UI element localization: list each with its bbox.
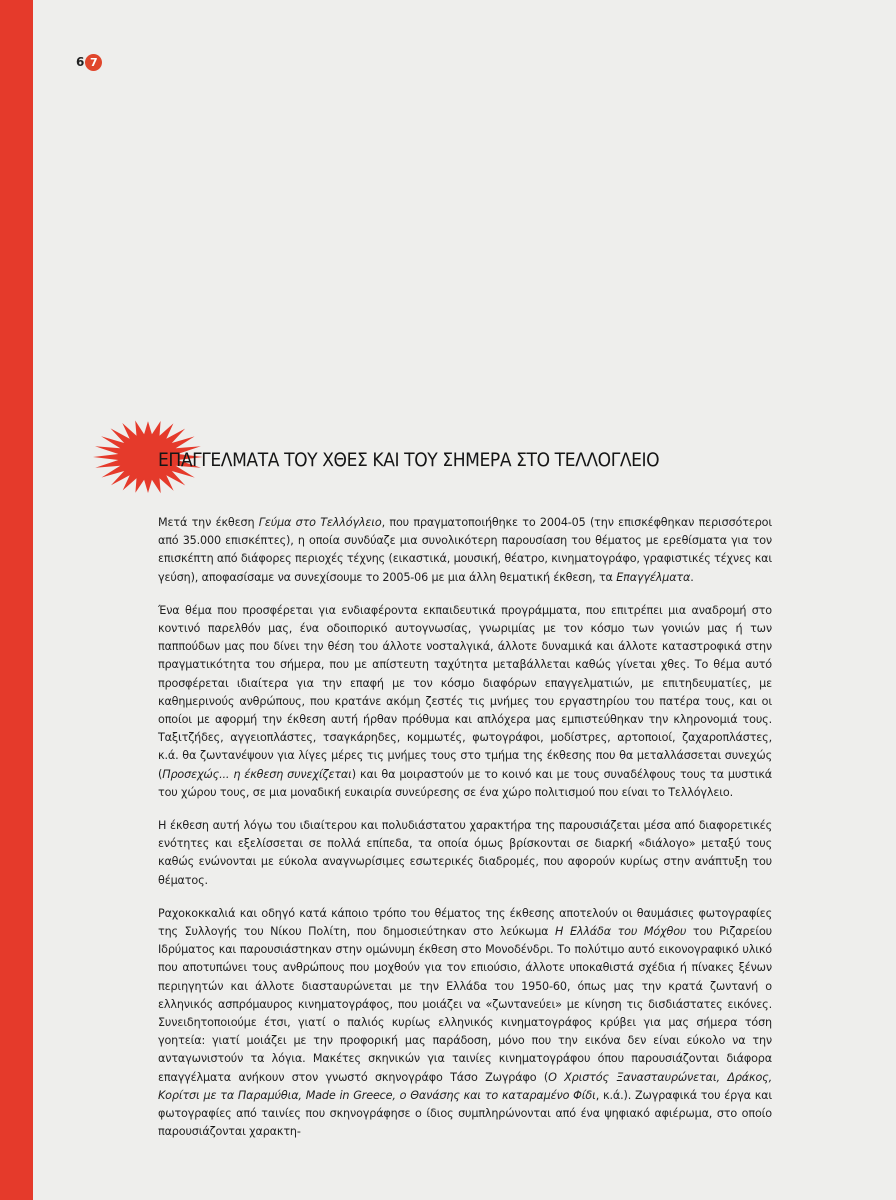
red-edge-strip bbox=[0, 0, 33, 1200]
italic-text-segment: Ο Χριστός Ξανασταυρώνεται, Δράκος, Κορίτσι με τα Παραμύθια, Made in Greece, ο Θανάσης και το καταραμένο Φίδι bbox=[158, 1070, 772, 1102]
text-segment: . bbox=[690, 570, 694, 584]
text-segment: Η έκθεση αυτή λόγω του ιδιαίτερου και πολυδιάστατου χαρακτήρα της παρουσιάζεται μέσα από διαφορετικές ενότητες και εξελίσσεται σε πολλά επίπεδα, τα οποία όμως βρίσκονται σε διαρκή «διάλογο» μεταξύ τους καθώς ενώνονται με εύκολα αναγνωρίσιμες εσωτερικές διαδρομές, που αφορούν κυρίως στην ανάπτυξη του θέματος. bbox=[158, 819, 772, 887]
text-segment: , που πραγματοποιήθηκε το 2004-05 (την επισκέφθηκαν περισσότεροι από 35.000 επισκέπτες), η οποία συνδύαζε μια συνολικότερη παρουσίαση του θέματος με ερεθίσματα για τον επισκέπτη από διάφορες περιοχές τέχνης (εικαστικά, μουσική, θέατρο, κινηματογράφο, γραφιστικές τέχνες και γεύση), αποφασίσαμε να συνεχίσουμε το 2005-06 με μια άλλη θεματική έκθεση, τα bbox=[158, 516, 772, 584]
paragraph bbox=[158, 817, 772, 890]
paragraph bbox=[158, 514, 772, 587]
page-number-second-digit: 7 bbox=[85, 54, 102, 71]
italic-text-segment: Η Ελλάδα του Μόχθου bbox=[555, 925, 687, 939]
body-text bbox=[158, 514, 772, 1157]
page-number-first-digit: 6 bbox=[76, 55, 85, 69]
text-segment: Μετά την έκθεση bbox=[158, 516, 259, 529]
section-heading: ΕΠΑΓΓΕΛΜΑΤΑ ΤΟΥ ΧΘΕΣ ΚΑΙ ΤΟΥ ΣΗΜΕΡΑ ΣΤΟ ΤΕΛΛΟΓΛΕΙΟ bbox=[158, 449, 660, 471]
text-segment: ) και θα μοιραστούν με το κοινό και με τους συναδέλφους τους τα μυστικά του χώρου τους, σε μια μοναδική ευκαιρία συνεύρεσης σε ένα χώρο πολιτισμού που είναι το Τελλόγλειο. bbox=[158, 767, 772, 799]
italic-text-segment: Προσεχώς... η έκθεση συνεχίζεται bbox=[162, 767, 352, 781]
text-segment: Ραχοκοκκαλιά και οδηγό κατά κάποιο τρόπο του θέματος της έκθεσης αποτελούν οι θαυμάσιες φωτογραφίες της Συλλογής του Νίκου Πολίτη, που δημοσιεύτηκαν στο λεύκωμα bbox=[158, 906, 772, 939]
paragraph bbox=[158, 602, 772, 802]
text-segment: του Ριζαρείου Ιδρύματος και παρουσιάστηκαν στην ομώνυμη έκθεση στο Μονοδένδρι. Το πολύτιμο αυτό εικονογραφικό υλικό που αποτυπώνει τους ανθρώπους που μοχθούν για τον επιούσιο, άλλοτε υποκαθιστά σχέδια ή πίνακες ξένων περιηγητών και άλλοτε διασταυρώνεται με την Ελλάδα του 1950-60, όπως μας την κρατά ζωντανή ο ελληνικός ασπρόμαυρος κινηματογράφος, που μοιάζει να «ζωντανεύει» με κίνηση τις δισδιάστατες εικόνες. Συνειδητοποιούμε έτσι, γιατί ο παλιός κυρίως ελληνικός κινηματογράφος κρύβει για μας σήμερα τόση γοητεία: γιατί μοιάζει με την προφορική μας παράδοση, μόνο που την εικόνα δεν είναι εύκολο να την ανταγωνιστούν τα λόγια. Μακέτες σκηνικών για ταινίες κινηματογράφου όπου παρουσιάζονται διάφορα επαγγέλματα ανήκουν στον γνωστό σκηνογράφο Τάσο Ζωγράφο ( bbox=[158, 925, 772, 1084]
paragraph bbox=[158, 905, 772, 1142]
italic-text-segment: Γεύμα στο Τελλόγλειο bbox=[258, 516, 382, 529]
italic-text-segment: Επαγγέλματα bbox=[616, 570, 691, 584]
page-number bbox=[76, 52, 102, 72]
text-segment: Ένα θέμα που προσφέρεται για ενδιαφέροντα εκπαιδευτικά προγράμματα, που επιτρέπει μια αναδρομή στο κοντινό παρελθόν μας, ένα οδοιπορικό αυτογνωσίας, γνωριμίας με τον κόσμο των γονιών μας ή των παππούδων μας που δίνει την θέση του άλλοτε νοσταλγικά, άλλοτε δυναμικά και άλλοτε καταστροφικά στην πραγματικότητα του σήμερα, που με απίστευτη ταχύτητα μεταβάλλεται καθώς γίνεται χθες. Το θέμα αυτό προσφέρεται ιδιαίτερα για την επαφή με τον κόσμο διαφόρων επαγγελματιών, με επιτηδευματίες, με καθημερινούς ανθρώπους, που κρατάνε ακόμη ζεστές τις μνήμες του εργαστηρίου του πατέρα τους, και οι οποίοι με αφορμή την έκθεση αυτή ήρθαν πρόθυμα και απλόχερα μας εμπιστεύθηκαν την κληρονομιά τους. Ταξιτζήδες, αγγειοπλάστες, τσαγκάρηδες, κομμωτές, φωτογράφοι, μοδίστρες, αρτοποιοί, ζαχαροπλάστες, κ.ά. θα ζωντανέψουν για λίγες μέρες τις μνήμες τους στο τμήμα της έκθεσης που θα μεταλλάσσεται συνεχώς ( bbox=[158, 603, 772, 781]
text-segment: , κ.ά.). Ζωγραφικά του έργα και φωτογραφίες από ταινίες που σκηνογράφησε ο ίδιος συμπληρώνονται από ένα ψηφιακό αφιέρωμα, στο οποίο παρουσιάζονται χαρακτη- bbox=[158, 1088, 772, 1139]
